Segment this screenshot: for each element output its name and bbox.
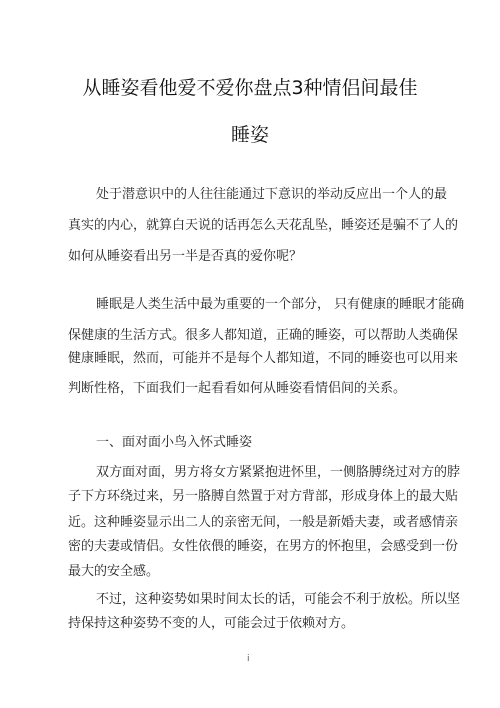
paragraph-3-line-4: 密的夫妻或情侣。女性依偎的睡姿，在男方的怀抱里，会感受到一份 — [68, 539, 459, 554]
page-number: i — [247, 654, 250, 664]
paragraph-2-line-2: 保健康的生活方式。很多人都知道，正确的睡姿，可以帮助人类确保 — [68, 328, 459, 343]
paragraph-1-line-2: 真实的内心，就算白天说的话再怎么天花乱坠，睡姿还是骗不了人的 — [68, 218, 459, 233]
paragraph-2-line-4: 判断性格，下面我们一起看看如何从睡姿看情侣间的关系。 — [68, 381, 407, 396]
document-title-line-2: 睡姿 — [230, 124, 269, 146]
paragraph-2-line-3: 健康睡眠，然而，可能并不是每个人都知道，不同的睡姿也可以用来 — [68, 351, 459, 366]
paragraph-3-line-5: 最大的安全感。 — [68, 564, 160, 579]
paragraph-3-line-1: 双方面对面，男方将女方紧紧抱进怀里，一侧胳膊绕过对方的脖 — [96, 465, 461, 480]
paragraph-2-line-1: 睡眠是人类生活中最为重要的一个部分， 只有健康的睡眠才能确 — [96, 297, 465, 312]
paragraph-3-line-3: 近。这种睡姿显示出二人的亲密无间，一般是新婚夫妻，或者感情亲 — [68, 515, 459, 530]
paragraph-1-line-3: 如何从睡姿看出另一半是否真的爱你呢？ — [68, 249, 303, 264]
paragraph-4-line-1: 不过，这种姿势如果时间太长的话，可能会不利于放松。所以坚 — [96, 592, 461, 607]
section-1-heading: 一、面对面小鸟入怀式睡姿 — [96, 435, 253, 450]
paragraph-3-line-2: 子下方环绕过来，另一胳膊自然置于对方背部，形成身体上的最大贴 — [68, 489, 459, 504]
paragraph-1-line-1: 处于潜意识中的人往往能通过下意识的举动反应出一个人的最 — [96, 187, 448, 202]
document-title-line-1: 从睡姿看他爱不爱你盘点3种情侣间最佳 — [82, 77, 418, 99]
paragraph-4-line-2: 持保持这种姿势不变的人，可能会过于依赖对方。 — [68, 616, 355, 631]
